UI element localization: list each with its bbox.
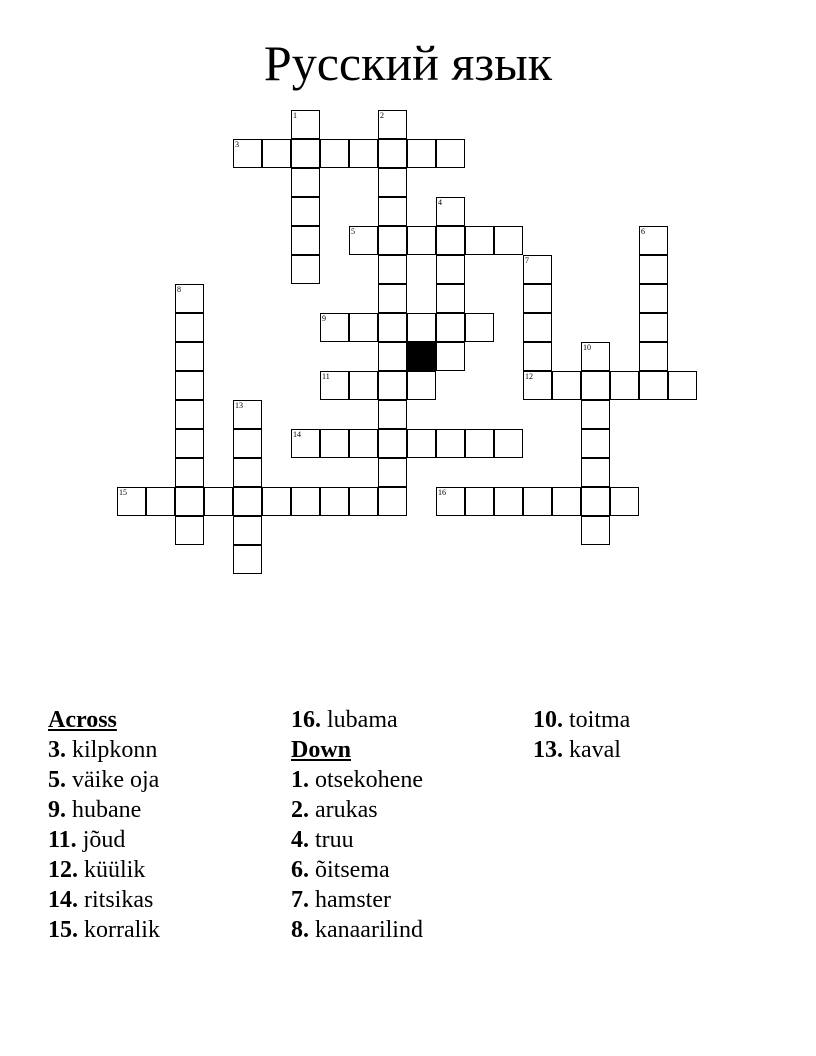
crossword-cell[interactable]: [320, 313, 349, 342]
across-heading: Across: [48, 707, 117, 733]
clue-number: 11.: [48, 827, 77, 853]
crossword-cell[interactable]: [465, 487, 494, 516]
crossword-cell[interactable]: [175, 342, 204, 371]
crossword-cell[interactable]: [146, 487, 175, 516]
cell-number: 3: [235, 140, 239, 149]
crossword-cell[interactable]: [436, 139, 465, 168]
cell-number: 12: [525, 372, 533, 381]
crossword-cell[interactable]: [581, 516, 610, 545]
crossword-cell[interactable]: [291, 110, 320, 139]
crossword-cell[interactable]: [291, 255, 320, 284]
down-clue: [533, 735, 773, 765]
cell-number: 10: [583, 343, 591, 352]
crossword-cell[interactable]: [175, 400, 204, 429]
cell-number: 4: [438, 198, 442, 207]
crossword-cell[interactable]: [175, 371, 204, 400]
cell-number: 2: [380, 111, 384, 120]
crossword-cell[interactable]: [639, 342, 668, 371]
crossword-cell[interactable]: [320, 429, 349, 458]
crossword-cell[interactable]: [349, 226, 378, 255]
crossword-cell[interactable]: [407, 429, 436, 458]
crossword-cell[interactable]: [233, 458, 262, 487]
cell-number: 14: [293, 430, 301, 439]
crossword-cell[interactable]: [581, 400, 610, 429]
clue-number: 15.: [48, 917, 78, 943]
clue-text: kaval: [569, 737, 621, 763]
cell-number: 5: [351, 227, 355, 236]
clue-text: ritsikas: [84, 887, 154, 913]
down-clue: [533, 705, 773, 735]
crossword-cell[interactable]: [378, 110, 407, 139]
crossword-cell[interactable]: [610, 487, 639, 516]
crossword-cell[interactable]: [407, 139, 436, 168]
crossword-cell[interactable]: [175, 516, 204, 545]
clue-text: korralik: [84, 917, 160, 943]
crossword-cell[interactable]: [436, 226, 465, 255]
down-clue: [291, 885, 531, 915]
clue-column-2: [291, 705, 531, 945]
clue-number: 14.: [48, 887, 78, 913]
clue-number: 16.: [291, 707, 321, 733]
page-title: Русский язык: [263, 35, 553, 91]
crossword-cell[interactable]: [378, 487, 407, 516]
clue-number: 2.: [291, 797, 309, 823]
clue-number: 13.: [533, 737, 563, 763]
crossword-cell[interactable]: [349, 139, 378, 168]
across-clue: [48, 885, 288, 915]
clue-number: 6.: [291, 857, 309, 883]
crossword-cell[interactable]: [581, 487, 610, 516]
crossword-cell[interactable]: [639, 226, 668, 255]
crossword-cell[interactable]: [233, 516, 262, 545]
crossword-cell[interactable]: [378, 255, 407, 284]
crossword-cell[interactable]: [378, 168, 407, 197]
crossword-cell[interactable]: [233, 487, 262, 516]
crossword-block: [407, 342, 436, 371]
clue-number: 8.: [291, 917, 309, 943]
clue-number: 10.: [533, 707, 563, 733]
crossword-cell[interactable]: [349, 371, 378, 400]
crossword-cell[interactable]: [349, 429, 378, 458]
clue-text: truu: [315, 827, 354, 853]
crossword-cell[interactable]: [320, 371, 349, 400]
crossword-cell[interactable]: [320, 139, 349, 168]
crossword-cell[interactable]: [291, 139, 320, 168]
crossword-cell[interactable]: [175, 313, 204, 342]
clue-number: 9.: [48, 797, 66, 823]
cell-number: 7: [525, 256, 529, 265]
across-clue: [48, 735, 288, 765]
clue-number: 12.: [48, 857, 78, 883]
crossword-cell[interactable]: [378, 284, 407, 313]
crossword-cell[interactable]: [436, 197, 465, 226]
crossword-cell[interactable]: [523, 342, 552, 371]
crossword-cell[interactable]: [378, 342, 407, 371]
crossword-cell[interactable]: [349, 487, 378, 516]
clue-text: kilpkonn: [72, 737, 158, 763]
clue-text: otsekohene: [315, 767, 423, 793]
clue-text: õitsema: [315, 857, 390, 883]
crossword-cell[interactable]: [175, 284, 204, 313]
cell-number: 15: [119, 488, 127, 497]
crossword-cell[interactable]: [436, 284, 465, 313]
clue-number: 5.: [48, 767, 66, 793]
crossword-cell[interactable]: [581, 342, 610, 371]
crossword-cell[interactable]: [465, 429, 494, 458]
crossword-cell[interactable]: [668, 371, 697, 400]
clue-text: toitma: [569, 707, 631, 733]
crossword-cell[interactable]: [262, 139, 291, 168]
crossword-cell[interactable]: [378, 226, 407, 255]
across-clue: [48, 795, 288, 825]
crossword-cell[interactable]: [407, 226, 436, 255]
crossword-cell[interactable]: [523, 284, 552, 313]
crossword-cell[interactable]: [436, 429, 465, 458]
crossword-cell[interactable]: [291, 168, 320, 197]
crossword-cell[interactable]: [378, 429, 407, 458]
cell-number: 13: [235, 401, 243, 410]
clue-column-1: [48, 705, 288, 945]
cell-number: 1: [293, 111, 297, 120]
across-clue: [48, 915, 288, 945]
down-clue: [291, 915, 531, 945]
crossword-cell[interactable]: [465, 313, 494, 342]
crossword-cell[interactable]: [233, 139, 262, 168]
crossword-cell[interactable]: [581, 458, 610, 487]
crossword-cell[interactable]: [581, 371, 610, 400]
across-clue: [48, 825, 288, 855]
clue-text: lubama: [327, 707, 398, 733]
clue-number: 1.: [291, 767, 309, 793]
crossword-cell[interactable]: [320, 487, 349, 516]
crossword-cell[interactable]: [552, 371, 581, 400]
crossword-cell[interactable]: [639, 313, 668, 342]
crossword-cell[interactable]: [639, 284, 668, 313]
crossword-cell[interactable]: [378, 139, 407, 168]
clue-text: kanaarilind: [315, 917, 423, 943]
crossword-cell[interactable]: [407, 371, 436, 400]
crossword-cell[interactable]: [436, 342, 465, 371]
down-clue: [291, 765, 531, 795]
crossword-cell[interactable]: [523, 313, 552, 342]
crossword-cell[interactable]: [378, 400, 407, 429]
crossword-cell[interactable]: [639, 255, 668, 284]
clue-text: jõud: [82, 827, 126, 853]
crossword-cell[interactable]: [523, 255, 552, 284]
crossword-cell[interactable]: [378, 197, 407, 226]
crossword-cell[interactable]: [117, 487, 146, 516]
crossword-cell[interactable]: [436, 313, 465, 342]
across-clue: [291, 705, 531, 735]
clue-text: arukas: [315, 797, 378, 823]
crossword-cell[interactable]: [523, 487, 552, 516]
crossword-cell[interactable]: [581, 429, 610, 458]
cell-number: 16: [438, 488, 446, 497]
crossword-cell[interactable]: [494, 226, 523, 255]
clue-text: hamster: [315, 887, 391, 913]
crossword-cell[interactable]: [494, 487, 523, 516]
crossword-cell[interactable]: [233, 400, 262, 429]
down-clue: [291, 855, 531, 885]
down-clue: [291, 825, 531, 855]
down-clue: [291, 795, 531, 825]
crossword-cell[interactable]: [175, 429, 204, 458]
cell-number: 8: [177, 285, 181, 294]
clue-number: 7.: [291, 887, 309, 913]
cell-number: 9: [322, 314, 326, 323]
clue-column-3: [533, 705, 773, 765]
down-heading: Down: [291, 737, 352, 763]
crossword-cell[interactable]: [291, 429, 320, 458]
crossword-cell[interactable]: [436, 255, 465, 284]
crossword-cell[interactable]: [378, 313, 407, 342]
crossword-cell[interactable]: [291, 226, 320, 255]
crossword-cell[interactable]: [291, 197, 320, 226]
crossword-cell[interactable]: [291, 487, 320, 516]
crossword-cell[interactable]: [175, 487, 204, 516]
crossword-cell[interactable]: [233, 429, 262, 458]
clue-text: väike oja: [72, 767, 160, 793]
crossword-cell[interactable]: [610, 371, 639, 400]
crossword-cell[interactable]: [552, 487, 581, 516]
cell-number: 11: [322, 372, 330, 381]
crossword-cell[interactable]: [523, 371, 552, 400]
crossword-cell[interactable]: [407, 313, 436, 342]
crossword-cell[interactable]: [436, 487, 465, 516]
crossword-cell[interactable]: [465, 226, 494, 255]
crossword-cell[interactable]: [175, 458, 204, 487]
clue-number: 4.: [291, 827, 309, 853]
crossword-cell[interactable]: [378, 371, 407, 400]
clue-number: 3.: [48, 737, 66, 763]
crossword-cell[interactable]: [262, 487, 291, 516]
crossword-cell[interactable]: [233, 545, 262, 574]
crossword-cell[interactable]: [494, 429, 523, 458]
crossword-cell[interactable]: [639, 371, 668, 400]
clue-text: küülik: [84, 857, 146, 883]
across-clue: [48, 855, 288, 885]
cell-number: 6: [641, 227, 645, 236]
crossword-cell[interactable]: [378, 458, 407, 487]
crossword-cell[interactable]: [349, 313, 378, 342]
across-clue: [48, 765, 288, 795]
clue-text: hubane: [72, 797, 142, 823]
crossword-cell[interactable]: [204, 487, 233, 516]
